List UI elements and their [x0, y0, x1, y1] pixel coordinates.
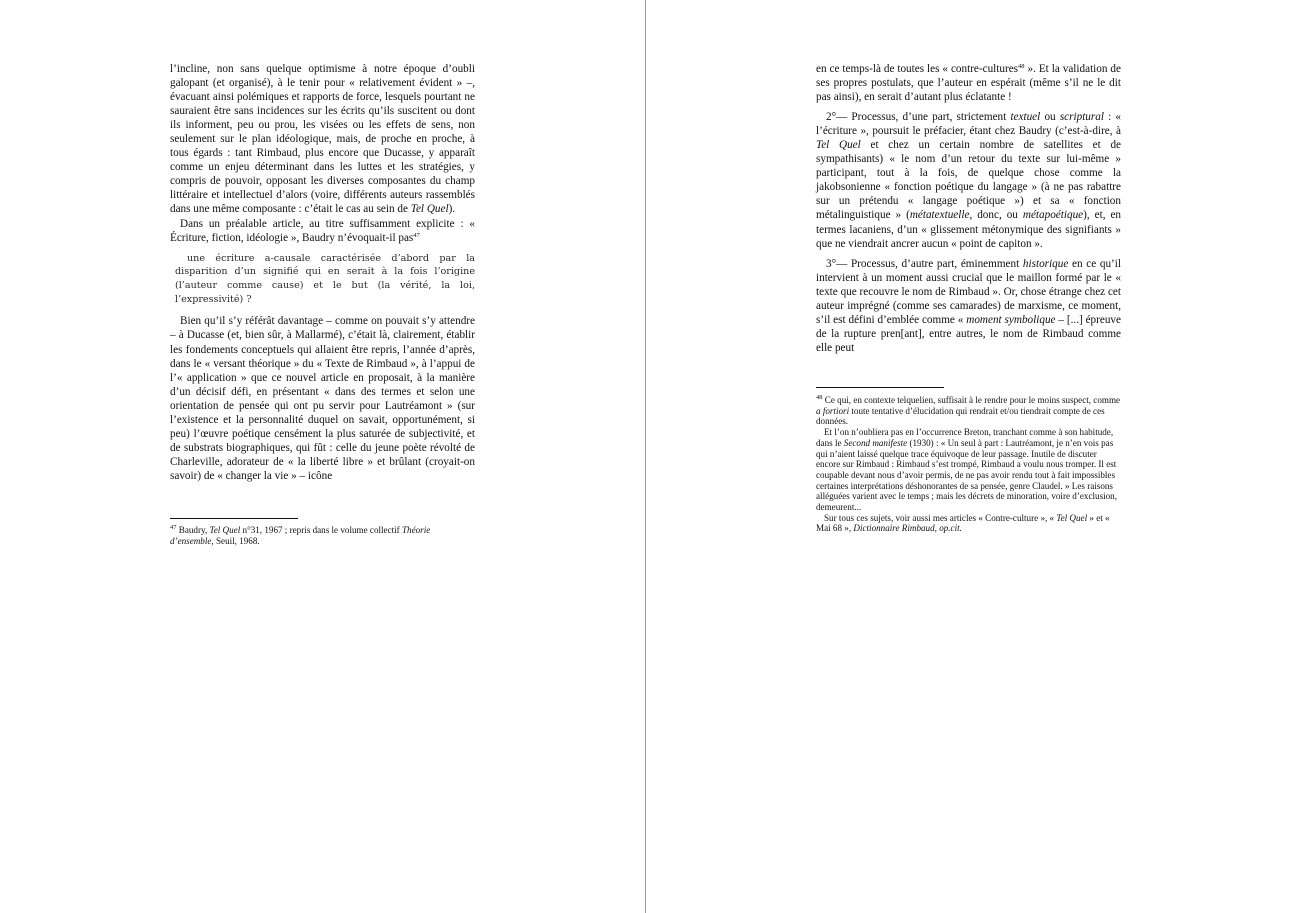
- text-run: 2°— Processus, d’une part, strictement: [826, 111, 1011, 124]
- footnote-48-continued: [816, 427, 1121, 513]
- italic-run: métatextuelle: [909, 209, 970, 222]
- text-run: toute tentative d’élucidation qui rendrait et/ou tiendrait compte de ces données.: [816, 405, 1105, 427]
- footnote-48-continued: [816, 513, 1121, 534]
- footnote-marker: 47: [170, 524, 177, 531]
- text-run: Baudry,: [176, 525, 210, 535]
- paragraph: [170, 217, 475, 245]
- paragraph: [816, 257, 1121, 355]
- text-run: ou: [1040, 111, 1060, 124]
- text-run: en ce qu’il intervient à un moment aussi crucial que le maillon formé par le « texte que recouvre le nom de Rimbaud ». Or, chose étrange chez cet auteur imprégné (comme ses camarades) de marxisme, ce moment, s’il est défini d’emblée comme «: [816, 257, 1121, 326]
- text-run: Et l’on n’oubliera pas en l’occurrence Breton, tranchant comme à son habitude, dans le: [816, 427, 1114, 448]
- text-run: et chez un certain nombre de satellites et de sympathisants) « le nom d’un retour du texte sur lui-même » participant, tout à la fois, de quelque chose comme la jakobsonienne « fonction poétique du langage » (à ne pas rabattre sur un prétendu « langage poétique ») et sa « fonction métalinguistique » (: [816, 139, 1121, 222]
- paragraph: [170, 62, 475, 217]
- right-page: [646, 0, 1291, 913]
- italic-run: métapoétique: [1022, 209, 1084, 222]
- italic-run: historique: [1022, 257, 1069, 270]
- italic-run: Second manifeste: [843, 437, 908, 448]
- text-run: , donc, ou: [969, 209, 1023, 222]
- text-run: : « l’écriture », poursuit le préfacier, étant chez Baudry (c’est-à-dire, à: [816, 111, 1122, 138]
- footnote-47: [170, 525, 475, 546]
- paragraph: [170, 314, 475, 483]
- italic-run: Tel Quel: [1056, 512, 1088, 523]
- footnote-marker: 48: [1018, 63, 1025, 70]
- italic-run: a fortiori: [816, 405, 850, 416]
- text-run: ), et, en termes lacaniens, d’un « glissement métonymique des signifiants » que ne viendrait ancrer aucun « point de capiton ».: [816, 209, 1122, 250]
- text-run: n°31, 1967 ; repris dans le volume collectif: [240, 525, 402, 535]
- footnote-separator: [816, 387, 944, 388]
- footnotes: [170, 525, 475, 546]
- italic-run: Tel Quel: [209, 525, 241, 535]
- text-run: ,: [934, 523, 940, 534]
- block-quote-text: une écriture a-causale caractérisée d’abord par la disparition d’un signifié qui en serait à la fois l’origine (l’auteur comme cause) et le but (la vérité, la loi, l’expressivité) ?: [175, 252, 475, 305]
- italic-run: Théorie d’ensemble: [170, 525, 431, 546]
- text-run: » et « Mai 68 »,: [816, 512, 1110, 534]
- italic-run: moment symbolique: [966, 313, 1056, 326]
- italic-run: op.cit.: [939, 523, 962, 534]
- italic-run: Dictionnaire Rimbaud: [853, 523, 935, 534]
- footnote-48: [816, 395, 1121, 427]
- italic-run: Tel Quel: [410, 203, 449, 216]
- text-run: 3°— Processus, d’autre part, éminemment: [826, 257, 1023, 270]
- left-body-text: [170, 62, 475, 483]
- footnotes: [816, 395, 1121, 534]
- italic-run: Tel Quel: [816, 139, 861, 152]
- right-body-text: [816, 62, 1121, 355]
- text-run: en ce temps-là de toutes les « contre-cultures: [816, 63, 1019, 75]
- text-run: ).: [448, 203, 456, 216]
- text-run: – [...] épreuve de la rupture pren[ant], entre autres, le nom de Rimbaud comme elle peut: [816, 313, 1121, 354]
- text-run: , Seuil, 1968.: [211, 535, 260, 546]
- text-run: Dans un préalable article, au titre suffisamment explicite : « Écriture, fiction, idéologie », Baudry n’évoquait-il pas: [170, 217, 475, 244]
- block-quote: [175, 252, 475, 307]
- paragraph: [816, 62, 1121, 104]
- left-page: [0, 0, 645, 913]
- text-run: (1930) : « Un seul à part : Lautréamont, je n’en vois pas qui n’aient laissé quelque trace équivoque de leur passage. Inutile de discuter encore sur Rimbaud : Rimbaud s’est trompé, Rimbaud a voulu nous tromper. Il est coupable devant nous d’avoir permis, de ne pas avoir rendu tout à fait impossibles certaines interprétations déshonorantes de sa pensée, genre Claudel. » Les raisons alléguées varient avec le temps ; mais les décrets de minoration, voire d’exclusion, demeurent...: [816, 437, 1117, 513]
- footnote-separator: [170, 518, 298, 519]
- paragraph: [816, 110, 1121, 250]
- text-run: Ce qui, en contexte telquelien, suffisait à le rendre pour le moins suspect, comme: [822, 395, 1121, 405]
- text-run: Bien qu’il s’y référât davantage – comme on pouvait s’y attendre – à Ducasse (et, bien sûr, à Mallarmé), c’était là, clairement, établir les fondements conceptuels qui allaient être repris, l’année d’après, dans le « versant théorique » du « Texte de Rimbaud », à l’appui de l’« application » que ce nouvel article en proposait, à la manière d’un décisif défi, en présentant « dans des termes et selon une orientation de pensée qui ont pu servir pour Lautréamont » (sur l’existence et la personnalité duquel on savait, opportunément, si peu) l’œuvre poétique censément la plus saturée de subjectivité, et de substrats biographiques, qui fût : celle du jeune poète révolté de Charleville, adorateur de « la liberté libre » et brûlant (croyait-on savoir) de « changer la vie » – icône: [170, 315, 475, 482]
- text-run: l’incline, non sans quelque optimisme à notre époque d’oubli galopant (et organisé), à le tenir pour « relativement évident » –, évacuant ainsi polémiques et rapports de force, lesquels pourtant ne sauraient être sans incidences sur les écrits qu’ils suscitent ou dont ils informent, peu ou prou, les visées ou les effets de sens, non seulement sur le plan idéologique, mais, de proche en proche, à tous égards : tant Rimbaud, plus encore que Ducasse, y apparaît comme un enjeu déterminant dans les luttes et les stratégies, y compris de pouvoir, opposant les diverses composantes du champ littéraire et intellectuel d’alors (voire, différents auteurs rassemblés dans une même composante : c’était le cas au sein de: [170, 63, 475, 216]
- footnote-marker: 48: [816, 394, 823, 401]
- text-run: ». Et la validation de ses propres postulats, que l’auteur en espérait (même s’il ne le dit pas ainsi), en serait d’autant plus éclatante !: [816, 63, 1121, 104]
- text-run: Sur tous ces sujets, voir aussi mes articles « Contre-culture », «: [824, 512, 1057, 523]
- italic-run: textuel: [1010, 111, 1041, 124]
- italic-run: scriptural: [1059, 111, 1104, 124]
- footnote-marker: 47: [413, 231, 420, 239]
